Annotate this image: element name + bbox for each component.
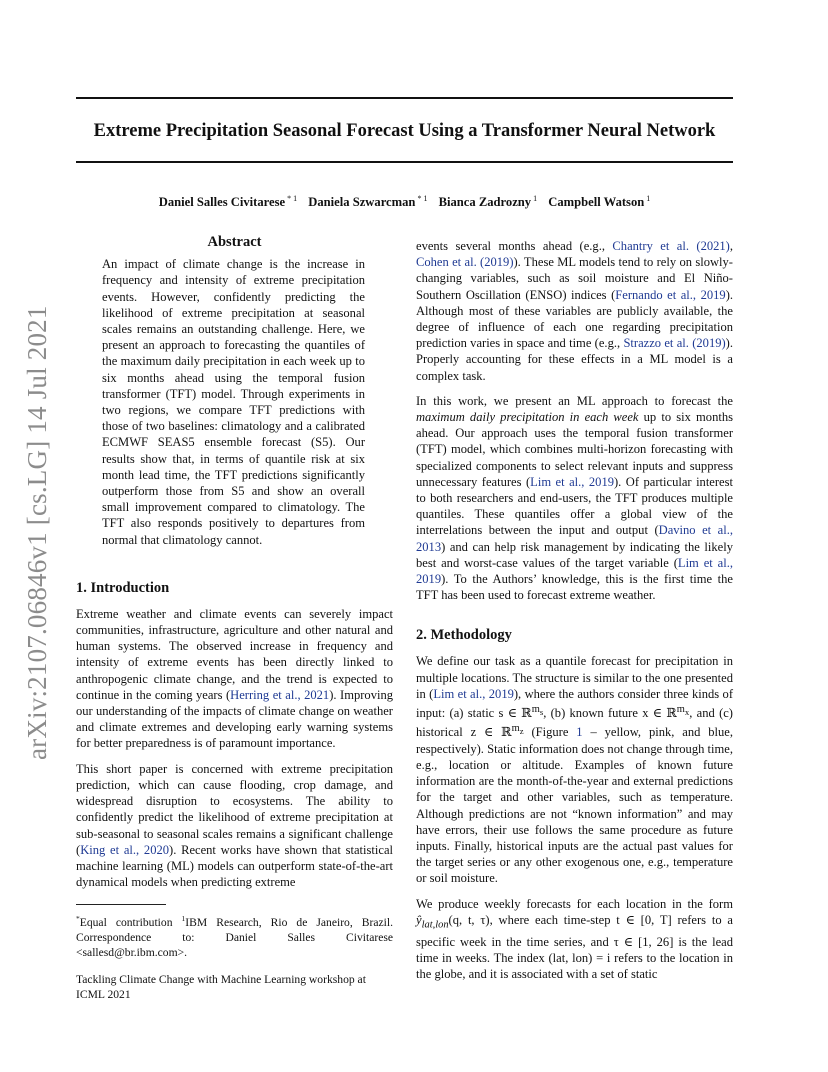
methodology-heading: 2. Methodology [416,627,512,644]
introduction-heading: 1. Introduction [76,579,170,596]
author: Campbell Watson $^1$ [548,194,651,209]
author: Daniel Salles Civitarese $^{* 1}$ [158,194,298,209]
methodology-paragraph-2: We produce weekly forecasts for each location in the form $ŷ_{lat,lon}(q$, t, τ), where each time-step t ∈ [0, T] refers to a specific week in the time series, and τ ∈ [1, 26] is the lead time in weeks. The index (lat, lon) = i refers to the location in the globe, and it is associated with a set of static [416,896,733,981]
author-list [76,190,733,211]
figure-link[interactable]: 1 [576,725,583,740]
citation-link[interactable]: Herring et al., 2021 [230,687,330,702]
left-column [76,232,393,1002]
citation-link[interactable]: Chantry et al. (2021) [612,239,730,253]
citation-link[interactable]: Lim et al., 2019 [530,474,614,489]
citation-link[interactable]: Fernando et al., 2019 [615,287,726,302]
methodology-paragraph-1: We define our task as a quantile forecast for precipitation in multiple locations. The structure is similar to the one presented in (Lim et al., 2019), where the authors consider three kinds of input: (a) static s ∈ ℝ$^{m_s}$, (b) known future x ∈ ℝ$^{m_x}$, and (c) historical z ∈ ℝ$^{m_z}$ (Figure 1 – yellow, pink, and blue, respectively). Static information does not change through time, e.g., location or altitude. Examples of known future information are the month-of-the-year and external predictions for the target and other variables, such as temperature. Although predictions are not “known information” and may have errors, their use follows the same procedure as future inputs. Finally, historical inputs are the actual past values for the target series or any other exogenous one, e.g., temperature or soil moisture. [416,654,734,886]
citation-link[interactable]: Strazzo et al. (2019) [623,336,726,351]
citation-link[interactable]: Lim et al., 2019 [433,686,514,701]
citation-link[interactable]: King et al., 2020 [80,842,170,857]
abstract-heading: Abstract [207,234,262,250]
abstract-text: An impact of climate change is the increase in frequency and intensity of extreme precipitation events. However, confidently predicting the likelihood of extreme precipitation at seasonal scales remains an outstanding challenge. Here, we present an approach to forecasting the quantiles of the maximum daily precipitation in each week up to six months ahead using the temporal fusion transformer (TFT) model. Through experiments in two regions, we compare TFT predictions with those of two baselines: climatology and a calibrated ECMWF SEAS5 ensemble forecast (S5). Our results show that, in terms of quantile risk at six month lead time, the TFT predictions significantly outperform those from S5 and show an overall small improvement compared to climatology. The TFT also responds positively to departures from normal that climatology cannot. [102,257,365,547]
arxiv-identifier-stamp: arXiv:2107.06846v1 [cs.LG] 14 Jul 2021 [22,305,52,760]
footnote: *Equal contribution $^1$IBM Research, Rio de Janeiro, Brazil. Correspondence to: Daniel Salles Civitarese <sallesd@br.ibm.com>. [76,914,394,960]
introduction-paragraph-4: In this work, we present an ML approach to forecast the maximum daily precipitation in each week up to six months ahead. Our approach uses the temporal fusion transformer (TFT) model, which combines multi-horizon forecasting with specialized components to select relevant inputs and suppress unnecessary features (Lim et al., 2019). Of particular interest to both researchers and end-users, the TFT produces multiple quantiles. These quantiles offer a global view of the interrelations between the input and output (Davino et al., 2013) and can help risk management by indicating the likely best and worst-case values of the target variable (Lim et al., 2019). To the Authors’ knowledge, this is the first time the TFT has been used to forecast extreme weather. [416,393,734,603]
introduction-paragraph-1: Extreme weather and climate events can severely impact communities, infrastructure, agriculture and other natural and human systems. The observed increase in frequency and intensity of extreme events has been directly linked to anthropogenic climate change, and the trend is expected to continue in the coming years (Herring et al., 2021). Improving our understanding of the impacts of climate change on weather and climate extremes and developing early warning systems for better preparedness is of paramount importance. [76,606,394,751]
venue-note: Tackling Climate Change with Machine Learning workshop at ICML 2021 [76,973,366,1002]
introduction-paragraph-3: events several months ahead (e.g., Chantry et al. (2021), Cohen et al. (2019)). These ML models tend to rely on slowly-changing variables, such as soil moisture and El Niño-Southern Oscillation (ENSO) indices (Fernando et al., 2019). Although most of these variables are publicly available, the degree of influence of each one regarding precipitation prediction varies in space and time (e.g., Strazzo et al. (2019)). Properly accounting for these effects in a ML model is a complex task. [416,239,734,383]
citation-link[interactable]: Davino et al., 2013 [416,523,734,554]
footnote-separator [76,904,166,905]
citation-link[interactable]: Lim et al., 2019 [416,555,733,587]
title-rule-top [76,97,733,99]
author: Daniela Szwarcman $^{* 1}$ [308,194,428,209]
author: Bianca Zadrozny $^1$ [438,194,538,209]
paper-title: Extreme Precipitation Seasonal Forecast Using a Transformer Neural Network [93,121,716,141]
introduction-paragraph-2: This short paper is concerned with extreme precipitation prediction, which can cause flooding, crop damage, and widespread disruption to ecosystems. The ability to confidently predict the likelihood of extreme precipitation at sub-seasonal to seasonal scales remains a significant challenge (King et al., 2020). Recent works have shown that statistical machine learning (ML) models can outperform state-of-the-art dynamical models when predicting extreme [76,761,393,890]
citation-link[interactable]: Cohen et al. (2019) [416,255,514,270]
right-column [416,238,733,991]
title-rule-bottom [76,161,733,163]
